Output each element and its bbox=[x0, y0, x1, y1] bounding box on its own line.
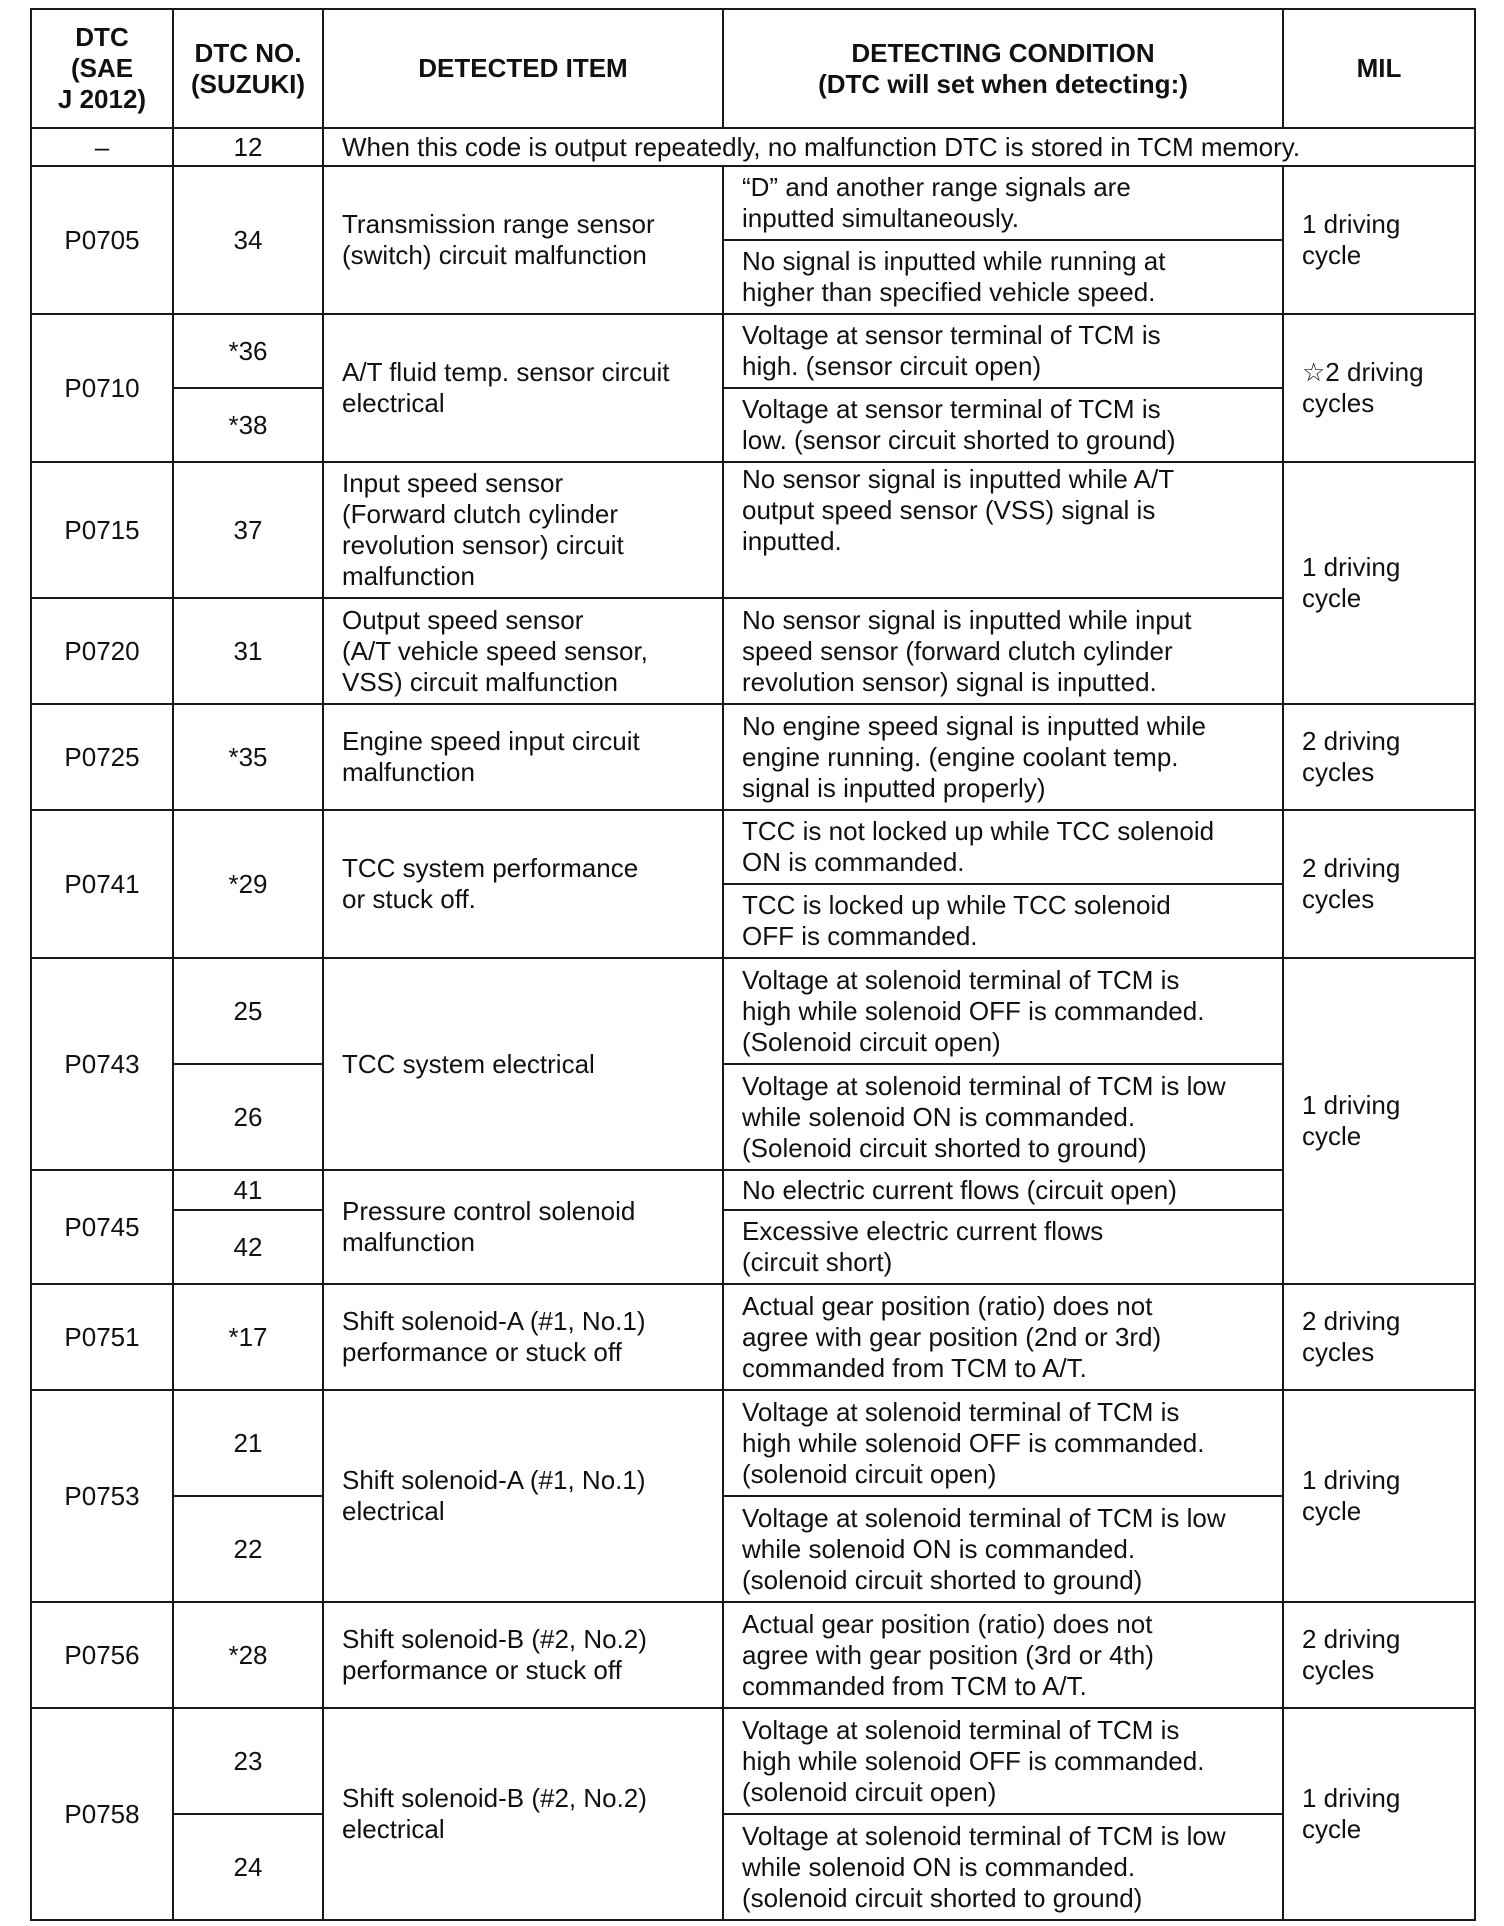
mil-cell: 1 driving cycle bbox=[1283, 1708, 1475, 1920]
table-row bbox=[31, 388, 1475, 462]
dtc-no-cell: *29 bbox=[173, 810, 323, 958]
dtc-sae-cell: P0705 bbox=[31, 166, 173, 314]
detected-item-cell: Output speed sensor (A/T vehicle speed sensor, VSS) circuit malfunction bbox=[323, 598, 723, 704]
detected-item-cell: Engine speed input circuit malfunction bbox=[323, 704, 723, 810]
dtc-sae-cell: P0715 bbox=[31, 462, 173, 598]
condition-cell: Voltage at sensor terminal of TCM is high. (sensor circuit open) bbox=[723, 314, 1283, 388]
condition-cell: No sensor signal is inputted while A/T output speed sensor (VSS) signal is inputted. bbox=[723, 462, 1283, 598]
dtc-no-cell: *17 bbox=[173, 1284, 323, 1390]
table-row bbox=[31, 1814, 1475, 1920]
condition-cell: Voltage at solenoid terminal of TCM is low while solenoid ON is commanded. (solenoid circuit shorted to ground) bbox=[723, 1814, 1283, 1920]
dtc-sae-cell: P0720 bbox=[31, 598, 173, 704]
header-detecting-condition: DETECTING CONDITION (DTC will set when detecting:) bbox=[723, 9, 1283, 128]
dtc-no-cell: *38 bbox=[173, 388, 323, 462]
condition-cell: Voltage at solenoid terminal of TCM is high while solenoid OFF is commanded. (solenoid circuit open) bbox=[723, 1390, 1283, 1496]
table-row bbox=[31, 1390, 1475, 1496]
dtc-sae-cell: P0753 bbox=[31, 1390, 173, 1602]
table-row bbox=[31, 462, 1475, 598]
condition-cell: No signal is inputted while running at higher than specified vehicle speed. bbox=[723, 240, 1283, 314]
detected-item-cell: Shift solenoid-A (#1, No.1) electrical bbox=[323, 1390, 723, 1602]
dtc-sae-cell: P0756 bbox=[31, 1602, 173, 1708]
detected-item-cell: Shift solenoid-B (#2, No.2) electrical bbox=[323, 1708, 723, 1920]
table-row bbox=[31, 166, 1475, 240]
note-cell: When this code is output repeatedly, no malfunction DTC is stored in TCM memory. bbox=[323, 128, 1475, 166]
condition-cell: “D” and another range signals are inputted simultaneously. bbox=[723, 166, 1283, 240]
mil-cell: ☆2 driving cycles bbox=[1283, 314, 1475, 462]
header-detected-item: DETECTED ITEM bbox=[323, 9, 723, 128]
dtc-no-cell: 23 bbox=[173, 1708, 323, 1814]
table-row bbox=[31, 958, 1475, 1064]
condition-cell: TCC is locked up while TCC solenoid OFF is commanded. bbox=[723, 884, 1283, 958]
detected-item-cell: Transmission range sensor (switch) circuit malfunction bbox=[323, 166, 723, 314]
header-dtc-no: DTC NO. (SUZUKI) bbox=[173, 9, 323, 128]
dtc-no-cell: *35 bbox=[173, 704, 323, 810]
dtc-no-cell: 25 bbox=[173, 958, 323, 1064]
dtc-no-cell: 21 bbox=[173, 1390, 323, 1496]
mil-cell: 2 driving cycles bbox=[1283, 810, 1475, 958]
mil-cell: 1 driving cycle bbox=[1283, 1390, 1475, 1602]
condition-cell: Voltage at solenoid terminal of TCM is high while solenoid OFF is commanded. (solenoid circuit open) bbox=[723, 1708, 1283, 1814]
mil-cell: 1 driving cycle bbox=[1283, 958, 1475, 1284]
detected-item-cell: Shift solenoid-B (#2, No.2) performance or stuck off bbox=[323, 1602, 723, 1708]
dtc-no-cell: 41 bbox=[173, 1170, 323, 1210]
table-row bbox=[31, 1708, 1475, 1814]
dtc-sae-cell: P0725 bbox=[31, 704, 173, 810]
header-mil: MIL bbox=[1283, 9, 1475, 128]
table-row bbox=[31, 128, 1475, 166]
mil-cell: 1 driving cycle bbox=[1283, 166, 1475, 314]
detected-item-cell: TCC system performance or stuck off. bbox=[323, 810, 723, 958]
dtc-no-cell: *36 bbox=[173, 314, 323, 388]
mil-cell: 2 driving cycles bbox=[1283, 704, 1475, 810]
dtc-no-cell: 34 bbox=[173, 166, 323, 314]
dtc-no-cell: 22 bbox=[173, 1496, 323, 1602]
detected-item-cell: A/T fluid temp. sensor circuit electrical bbox=[323, 314, 723, 462]
table-row bbox=[31, 810, 1475, 884]
detected-item-cell: TCC system electrical bbox=[323, 958, 723, 1170]
condition-cell: Excessive electric current flows (circuit short) bbox=[723, 1210, 1283, 1284]
table-row bbox=[31, 704, 1475, 810]
mil-cell: 1 driving cycle bbox=[1283, 462, 1475, 704]
mil-cell: 2 driving cycles bbox=[1283, 1284, 1475, 1390]
dtc-no-cell: 42 bbox=[173, 1210, 323, 1284]
detected-item-cell: Shift solenoid-A (#1, No.1) performance or stuck off bbox=[323, 1284, 723, 1390]
condition-cell: Voltage at sensor terminal of TCM is low. (sensor circuit shorted to ground) bbox=[723, 388, 1283, 462]
condition-cell: TCC is not locked up while TCC solenoid ON is commanded. bbox=[723, 810, 1283, 884]
condition-cell: Voltage at solenoid terminal of TCM is high while solenoid OFF is commanded. (Solenoid circuit open) bbox=[723, 958, 1283, 1064]
table-row bbox=[31, 598, 1475, 704]
detected-item-cell: Pressure control solenoid malfunction bbox=[323, 1170, 723, 1284]
dtc-no-cell: *28 bbox=[173, 1602, 323, 1708]
detected-item-cell: Input speed sensor (Forward clutch cylinder revolution sensor) circuit malfunction bbox=[323, 462, 723, 598]
dtc-no-cell: 37 bbox=[173, 462, 323, 598]
table-row bbox=[31, 1284, 1475, 1390]
dtc-sae-cell: – bbox=[31, 128, 173, 166]
dtc-sae-cell: P0745 bbox=[31, 1170, 173, 1284]
dtc-sae-cell: P0751 bbox=[31, 1284, 173, 1390]
table-row bbox=[31, 314, 1475, 388]
condition-cell: Voltage at solenoid terminal of TCM is low while solenoid ON is commanded. (solenoid circuit shorted to ground) bbox=[723, 1496, 1283, 1602]
dtc-no-cell: 31 bbox=[173, 598, 323, 704]
table-row bbox=[31, 1064, 1475, 1170]
dtc-sae-cell: P0710 bbox=[31, 314, 173, 462]
dtc-sae-cell: P0743 bbox=[31, 958, 173, 1170]
mil-cell: 2 driving cycles bbox=[1283, 1602, 1475, 1708]
dtc-sae-cell: P0741 bbox=[31, 810, 173, 958]
dtc-sae-cell: P0758 bbox=[31, 1708, 173, 1920]
table-row bbox=[31, 1170, 1475, 1210]
dtc-no-cell: 26 bbox=[173, 1064, 323, 1170]
condition-cell: Actual gear position (ratio) does not agree with gear position (2nd or 3rd) commanded from TCM to A/T. bbox=[723, 1284, 1283, 1390]
condition-cell: No engine speed signal is inputted while engine running. (engine coolant temp. signal is inputted properly) bbox=[723, 704, 1283, 810]
table-row bbox=[31, 1602, 1475, 1708]
header-row bbox=[31, 9, 1475, 128]
condition-cell: No electric current flows (circuit open) bbox=[723, 1170, 1283, 1210]
condition-cell: No sensor signal is inputted while input speed sensor (forward clutch cylinder revolution sensor) signal is inputted. bbox=[723, 598, 1283, 704]
table-row bbox=[31, 1210, 1475, 1284]
dtc-no-cell: 24 bbox=[173, 1814, 323, 1920]
table-row bbox=[31, 1496, 1475, 1602]
condition-cell: Actual gear position (ratio) does not agree with gear position (3rd or 4th) commanded from TCM to A/T. bbox=[723, 1602, 1283, 1708]
header-dtc-sae: DTC (SAE J 2012) bbox=[31, 9, 173, 128]
condition-cell: Voltage at solenoid terminal of TCM is low while solenoid ON is commanded. (Solenoid circuit shorted to ground) bbox=[723, 1064, 1283, 1170]
dtc-no-cell: 12 bbox=[173, 128, 323, 166]
dtc-table bbox=[30, 8, 1476, 1921]
